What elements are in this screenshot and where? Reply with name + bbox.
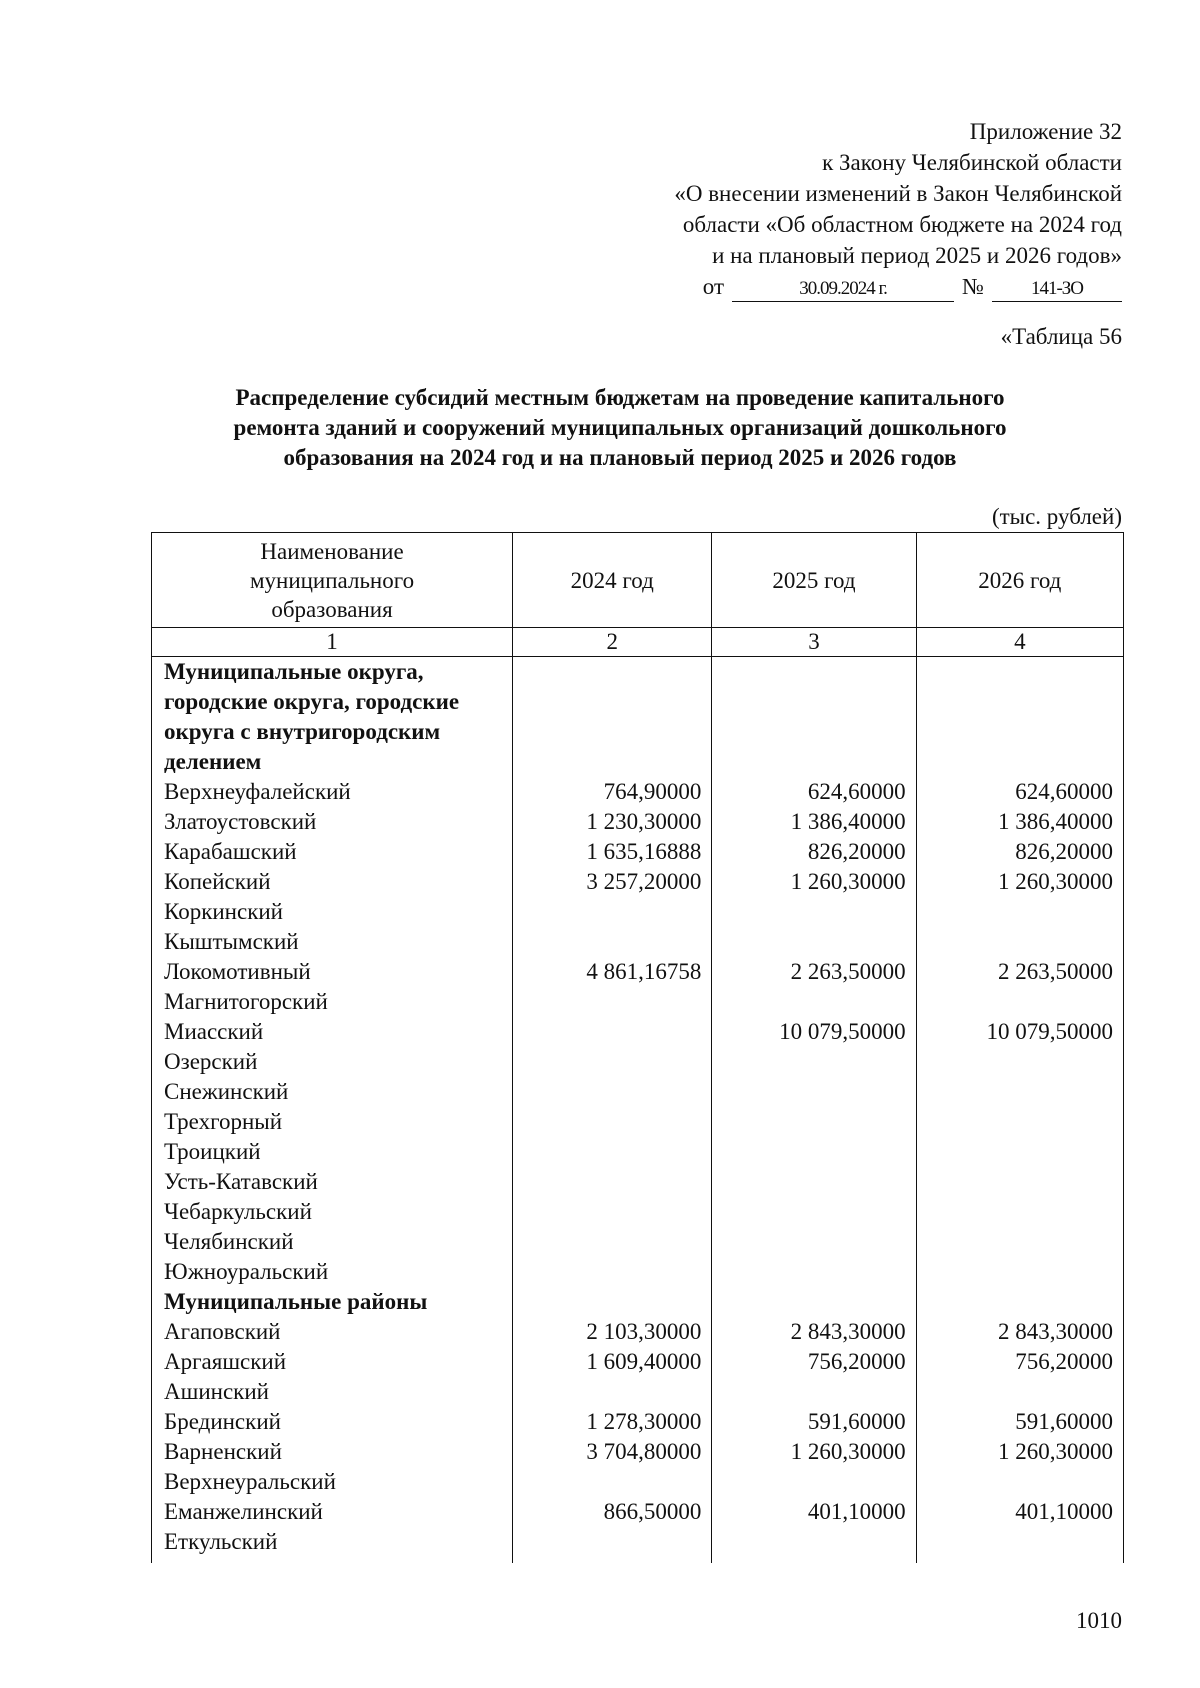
value-2024 — [513, 1467, 712, 1497]
table-row — [152, 1137, 1124, 1167]
table-row — [152, 1167, 1124, 1197]
value-2026 — [916, 1137, 1123, 1167]
municipality-name: Локомотивный — [152, 957, 513, 987]
value-2026: 1 260,30000 — [916, 867, 1123, 897]
appendix-header — [562, 116, 1122, 302]
municipality-name: Еткульский — [152, 1527, 513, 1557]
value-2026: 1 260,30000 — [916, 1437, 1123, 1467]
value-2026 — [916, 987, 1123, 1017]
header-line-5: и на плановый период 2025 и 2026 годов» — [712, 243, 1122, 268]
col-number-3: 3 — [712, 628, 916, 657]
municipality-name: Копейский — [152, 867, 513, 897]
header-line-3: «О внесении изменений в Закон Челябинской — [674, 181, 1122, 206]
table-row — [152, 957, 1124, 987]
table-row — [152, 777, 1124, 807]
value-2026 — [916, 1527, 1123, 1557]
value-2025: 1 260,30000 — [712, 1437, 916, 1467]
column-number-row — [152, 628, 1124, 657]
value-2026: 2 263,50000 — [916, 957, 1123, 987]
value-2026 — [916, 1107, 1123, 1137]
municipality-name: Муниципальные округа, городские округа, городские округа с внутригородским делением — [152, 657, 513, 778]
value-2026: 591,60000 — [916, 1407, 1123, 1437]
table-row — [152, 1467, 1124, 1497]
header-name — [152, 533, 513, 628]
value-2026 — [916, 1377, 1123, 1407]
value-2026 — [916, 897, 1123, 927]
title-line-2: ремонта зданий и сооружений муниципальных организаций дошкольного — [233, 415, 1007, 440]
value-2025 — [712, 897, 916, 927]
value-2024 — [513, 1527, 712, 1557]
value-2024 — [513, 1017, 712, 1047]
municipality-name: Челябинский — [152, 1227, 513, 1257]
municipality-name: Озерский — [152, 1047, 513, 1077]
number-label: № — [962, 274, 984, 299]
municipality-name: Аргаяшский — [152, 1347, 513, 1377]
value-2025: 2 843,30000 — [712, 1317, 916, 1347]
value-2025: 401,10000 — [712, 1497, 916, 1527]
value-2024 — [513, 1137, 712, 1167]
table-row — [152, 1317, 1124, 1347]
table-row — [152, 867, 1124, 897]
value-2025: 826,20000 — [712, 837, 916, 867]
value-2025 — [712, 1197, 916, 1227]
value-2024 — [513, 657, 712, 778]
table-row — [152, 1227, 1124, 1257]
value-2025 — [712, 1167, 916, 1197]
group-row — [152, 1287, 1124, 1317]
from-label: от — [702, 274, 725, 299]
spacer-cell — [152, 1557, 513, 1563]
law-number: 141-ЗО — [992, 277, 1122, 302]
law-date-number-line — [562, 271, 1122, 302]
value-2025 — [712, 987, 916, 1017]
value-2024 — [513, 1107, 712, 1137]
municipality-name: Троицкий — [152, 1137, 513, 1167]
units-label: (тыс. рублей) — [991, 504, 1122, 529]
value-2025: 10 079,50000 — [712, 1017, 916, 1047]
value-2026: 1 386,40000 — [916, 807, 1123, 837]
value-2024 — [513, 1077, 712, 1107]
header-line-1: Приложение 32 — [969, 119, 1122, 144]
table-row — [152, 1077, 1124, 1107]
spacer-cell — [513, 1557, 712, 1563]
table-row — [152, 1497, 1124, 1527]
value-2026 — [916, 1467, 1123, 1497]
value-2024: 2 103,30000 — [513, 1317, 712, 1347]
table-row — [152, 1107, 1124, 1137]
col-number-2: 2 — [513, 628, 712, 657]
value-2024 — [513, 897, 712, 927]
value-2025 — [712, 1107, 916, 1137]
value-2025 — [712, 927, 916, 957]
value-2025: 624,60000 — [712, 777, 916, 807]
value-2026 — [916, 657, 1123, 778]
table-row — [152, 1347, 1124, 1377]
municipality-name: Агаповский — [152, 1317, 513, 1347]
table-row — [152, 1047, 1124, 1077]
value-2026 — [916, 1047, 1123, 1077]
value-2026 — [916, 1077, 1123, 1107]
municipality-name: Верхнеуральский — [152, 1467, 513, 1497]
table-row — [152, 897, 1124, 927]
table-body — [152, 628, 1124, 1564]
value-2024 — [513, 1377, 712, 1407]
value-2024: 866,50000 — [513, 1497, 712, 1527]
table-header-row — [152, 533, 1124, 628]
value-2024: 3 257,20000 — [513, 867, 712, 897]
header-2024: 2024 год — [513, 533, 712, 628]
table-row — [152, 837, 1124, 867]
header-line-4: области «Об областном бюджете на 2024 год — [682, 212, 1122, 237]
table-row — [152, 1197, 1124, 1227]
municipality-name: Карабашский — [152, 837, 513, 867]
value-2025: 1 260,30000 — [712, 867, 916, 897]
value-2026 — [916, 1287, 1123, 1317]
table-row — [152, 1407, 1124, 1437]
table-row — [152, 807, 1124, 837]
value-2025 — [712, 1287, 916, 1317]
municipality-name: Еманжелинский — [152, 1497, 513, 1527]
document-title — [150, 383, 1090, 473]
municipality-name: Трехгорный — [152, 1107, 513, 1137]
table-row — [152, 1377, 1124, 1407]
law-date: 30.09.2024 г. — [732, 277, 954, 302]
municipality-name: Брединский — [152, 1407, 513, 1437]
value-2026: 10 079,50000 — [916, 1017, 1123, 1047]
value-2025 — [712, 1047, 916, 1077]
value-2025 — [712, 657, 916, 778]
table-row — [152, 987, 1124, 1017]
table-row — [152, 1527, 1124, 1557]
value-2024 — [513, 1167, 712, 1197]
value-2026: 2 843,30000 — [916, 1317, 1123, 1347]
value-2024 — [513, 927, 712, 957]
value-2024: 1 609,40000 — [513, 1347, 712, 1377]
subsidy-table — [151, 532, 1124, 1563]
value-2025: 591,60000 — [712, 1407, 916, 1437]
value-2025 — [712, 1377, 916, 1407]
municipality-name: Чебаркульский — [152, 1197, 513, 1227]
value-2026: 756,20000 — [916, 1347, 1123, 1377]
table-row — [152, 1017, 1124, 1047]
table-row — [152, 927, 1124, 957]
value-2026 — [916, 1197, 1123, 1227]
value-2026 — [916, 1167, 1123, 1197]
municipality-name: Снежинский — [152, 1077, 513, 1107]
table-row — [152, 1257, 1124, 1287]
value-2024 — [513, 987, 712, 1017]
value-2026: 624,60000 — [916, 777, 1123, 807]
municipality-name: Ашинский — [152, 1377, 513, 1407]
municipality-name: Коркинский — [152, 897, 513, 927]
title-line-3: образования на 2024 год и на плановый период 2025 и 2026 годов — [283, 445, 957, 470]
value-2025: 1 386,40000 — [712, 807, 916, 837]
spacer-cell — [916, 1557, 1123, 1563]
value-2024: 1 278,30000 — [513, 1407, 712, 1437]
value-2025: 756,20000 — [712, 1347, 916, 1377]
municipality-name: Златоустовский — [152, 807, 513, 837]
municipality-name: Верхнеуфалейский — [152, 777, 513, 807]
value-2024: 1 230,30000 — [513, 807, 712, 837]
value-2026: 401,10000 — [916, 1497, 1123, 1527]
value-2024: 4 861,16758 — [513, 957, 712, 987]
table-label: «Таблица 56 — [1000, 324, 1122, 349]
value-2024 — [513, 1047, 712, 1077]
value-2026: 826,20000 — [916, 837, 1123, 867]
municipality-name: Миасский — [152, 1017, 513, 1047]
value-2024 — [513, 1197, 712, 1227]
value-2024: 764,90000 — [513, 777, 712, 807]
value-2026 — [916, 1257, 1123, 1287]
value-2025: 2 263,50000 — [712, 957, 916, 987]
municipality-name: Муниципальные районы — [152, 1287, 513, 1317]
value-2025 — [712, 1137, 916, 1167]
col-number-4: 4 — [916, 628, 1123, 657]
value-2025 — [712, 1227, 916, 1257]
table-row — [152, 1437, 1124, 1467]
municipality-name: Магнитогорский — [152, 987, 513, 1017]
header-2025: 2025 год — [712, 533, 916, 628]
value-2024 — [513, 1257, 712, 1287]
col-number-1: 1 — [152, 628, 513, 657]
value-2026 — [916, 927, 1123, 957]
table-bottom-spacer — [152, 1557, 1124, 1563]
value-2025 — [712, 1077, 916, 1107]
title-line-1: Распределение субсидий местным бюджетам на проведение капитального — [235, 385, 1005, 410]
header-2026: 2026 год — [916, 533, 1123, 628]
spacer-cell — [712, 1557, 916, 1563]
header-name-text: Наименование муниципального образования — [249, 538, 415, 622]
municipality-name: Кыштымский — [152, 927, 513, 957]
value-2024: 3 704,80000 — [513, 1437, 712, 1467]
value-2025 — [712, 1467, 916, 1497]
municipality-name: Варненский — [152, 1437, 513, 1467]
municipality-name: Усть-Катавский — [152, 1167, 513, 1197]
value-2024 — [513, 1227, 712, 1257]
municipality-name: Южноуральский — [152, 1257, 513, 1287]
value-2024 — [513, 1287, 712, 1317]
value-2025 — [712, 1257, 916, 1287]
header-line-2: к Закону Челябинской области — [822, 150, 1122, 175]
group-row — [152, 657, 1124, 778]
value-2025 — [712, 1527, 916, 1557]
value-2024: 1 635,16888 — [513, 837, 712, 867]
page-number: 1010 — [1076, 1608, 1122, 1633]
value-2026 — [916, 1227, 1123, 1257]
